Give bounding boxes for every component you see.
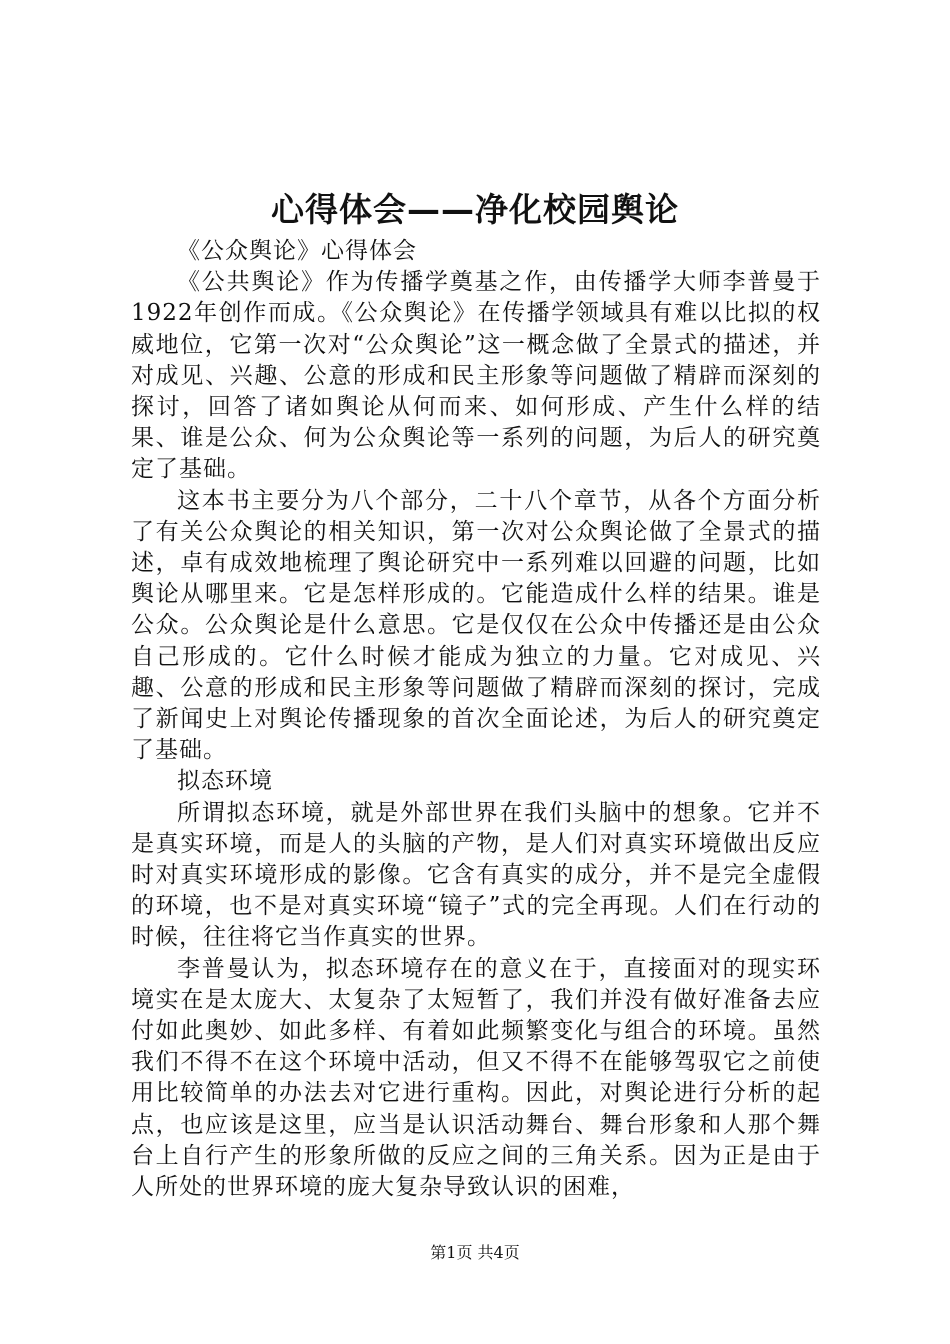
section-heading: 拟态环境 [177,768,273,795]
page-footer: 第1页 共4页 [430,1243,520,1262]
document-body [131,236,821,1203]
paragraph: 所谓拟态环境，就是外部世界在我们头脑中的想象。它并不是真实环境，而是人的头脑的产物，是人们对真实环境做出反应时对真实环境形成的影像。它含有真实的成分，并不是完全虚假的环境，也不是对真实环境“镜子”式的完全再现。人们在行动的时候，往往将它当作真实的世界。 [131,799,821,951]
paragraph: 这本书主要分为八个部分，二十八个章节，从各个方面分析了有关公众舆论的相关知识，第一次对公众舆论做了全景式的描述，卓有成效地梳理了舆论研究中一系列难以回避的问题，比如舆论从哪里来。它是怎样形成的。它能造成什么样的结果。谁是公众。公众舆论是什么意思。它是仅仅在公众中传播还是由公众自己形成的。它什么时候才能成为独立的力量。它对成见、兴趣、公意的形成和民主形象等问题做了精辟而深刻的探讨，完成了新闻史上对舆论传播现象的首次全面论述，为后人的研究奠定了基础。 [131,487,821,764]
paragraph: 《公共舆论》作为传播学奠基之作，由传播学大师李普曼于1922年创作而成。《公众舆论》在传播学领域具有难以比拟的权威地位，它第一次对“公众舆论”这一概念做了全景式的描述，并对成见、兴趣、公意的形成和民主形象等问题做了精辟而深刻的探讨，回答了诸如舆论从何而来、如何形成、产生什么样的结果、谁是公众、何为公众舆论等一系列的问题，为后人的研究奠定了基础。 [131,269,821,483]
document-title: 心得体会——净化校园舆论 [271,190,679,229]
paragraph-book-heading: 《公众舆论》心得体会 [177,238,417,264]
paragraph: 李普曼认为，拟态环境存在的意义在于，直接面对的现实环境实在是太庞大、太复杂了太短暂了，我们并没有做好准备去应付如此奥妙、如此多样、有着如此频繁变化与组合的环境。虽然我们不得不在这个环境中活动，但又不得不在能够驾驭它之前使用比较简单的办法去对它进行重构。因此，对舆论进行分析的起点，也应该是这里，应当是认识活动舞台、舞台形象和人那个舞台上自行产生的形象所做的反应之间的三角关系。因为正是由于人所处的世界环境的庞大复杂导致认识的困难， [131,955,821,1201]
